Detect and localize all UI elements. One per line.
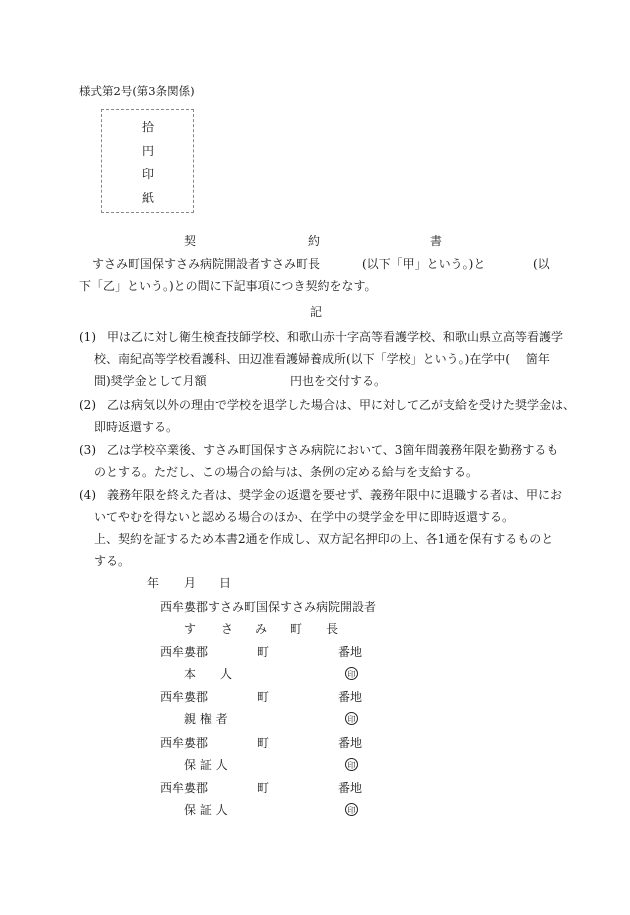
clause-line: 校、南紀高等学校看護科、田辺准看護婦養成所(以下「学校」という。)在学中( 箇年: [94, 352, 550, 366]
clause-line: 間)奨学金として月額: [94, 374, 207, 388]
mayor-char: す: [184, 622, 197, 636]
address-county: 西牟婁郡: [160, 645, 209, 659]
clause-number: (2): [79, 398, 96, 412]
address-number: 番地: [338, 690, 363, 704]
address-town: 町: [257, 781, 270, 795]
mayor-char: 町: [290, 622, 303, 636]
stamp-char: 印: [142, 167, 155, 181]
clause-line: 義務年限を終えた者は、奨学金の返還を要せず、義務年限中に退職する者は、甲にお: [107, 488, 563, 502]
seal-icon: 印: [345, 712, 358, 725]
mayor-char: 長: [326, 622, 339, 636]
party-label: 本 人: [184, 667, 233, 681]
date-day: 日: [219, 576, 232, 590]
address-number: 番地: [338, 736, 363, 750]
intro-line1-mid: (以下「甲」という。)と: [362, 257, 486, 271]
address-town: 町: [257, 645, 270, 659]
stamp-char: 円: [142, 144, 155, 158]
date-year: 年: [147, 576, 160, 590]
address-number: 番地: [338, 645, 363, 659]
date-month: 月: [184, 576, 197, 590]
clause-number: (3): [79, 443, 96, 457]
mayor-char: さ: [221, 622, 234, 636]
clause-line: いてやむを得ないと認める場合のほか、在学中の奨学金を甲に即時返還する。: [94, 510, 515, 524]
address-county: 西牟婁郡: [160, 690, 209, 704]
form-label: 様式第2号(第3条関係): [79, 84, 195, 98]
mayor-char: み: [255, 622, 268, 636]
title-char: 約: [308, 234, 321, 248]
title-char: 書: [430, 234, 443, 248]
clause-line: 円也を交付する。: [290, 374, 387, 388]
seal-icon: 印: [345, 758, 358, 771]
clause-line: 乙は病気以外の理由で学校を退学した場合は、甲に対して乙が支給を受けた奨学金は、: [107, 398, 576, 412]
intro-line2: 下「乙」という。)との間に下記事項につき契約をなす。: [79, 279, 377, 293]
clause-number: (1): [79, 330, 96, 344]
clause-line: 甲は乙に対し衛生検査技師学校、和歌山赤十字高等看護学校、和歌山県立高等看護学: [107, 330, 564, 344]
clause-line: 乙は学校卒業後、すさみ町国保すさみ病院において、3箇年間義務年限を勤務するも: [107, 443, 559, 457]
seal-icon: 印: [345, 803, 358, 816]
closing-line: する。: [94, 554, 131, 568]
stamp-char: 拾: [142, 120, 155, 134]
seal-icon: 印: [345, 667, 358, 680]
address-town: 町: [257, 736, 270, 750]
clause-line: 即時返還する。: [94, 420, 179, 434]
address-town: 町: [257, 690, 270, 704]
intro-line1: すさみ町国保すさみ病院開設者すさみ町長: [92, 257, 321, 271]
closing-line: 上、契約を証するため本書2通を作成し、双方記名押印の上、各1通を保有するものと: [94, 532, 554, 546]
ki-heading: 記: [310, 305, 323, 319]
opener-line: 西牟婁郡すさみ町国保すさみ病院開設者: [160, 600, 377, 614]
stamp-char: 紙: [142, 191, 155, 205]
clause-line: のとする。ただし、この場合の給与は、条例の定める給与を支給する。: [94, 465, 479, 479]
party-label: 保 証 人: [184, 803, 228, 817]
address-county: 西牟婁郡: [160, 736, 209, 750]
address-county: 西牟婁郡: [160, 781, 209, 795]
title-char: 契: [184, 234, 197, 248]
clause-number: (4): [79, 488, 96, 502]
party-label: 保 証 人: [184, 758, 228, 772]
party-label: 親 権 者: [184, 712, 228, 726]
intro-line1-end: (以: [533, 257, 550, 271]
address-number: 番地: [338, 781, 363, 795]
